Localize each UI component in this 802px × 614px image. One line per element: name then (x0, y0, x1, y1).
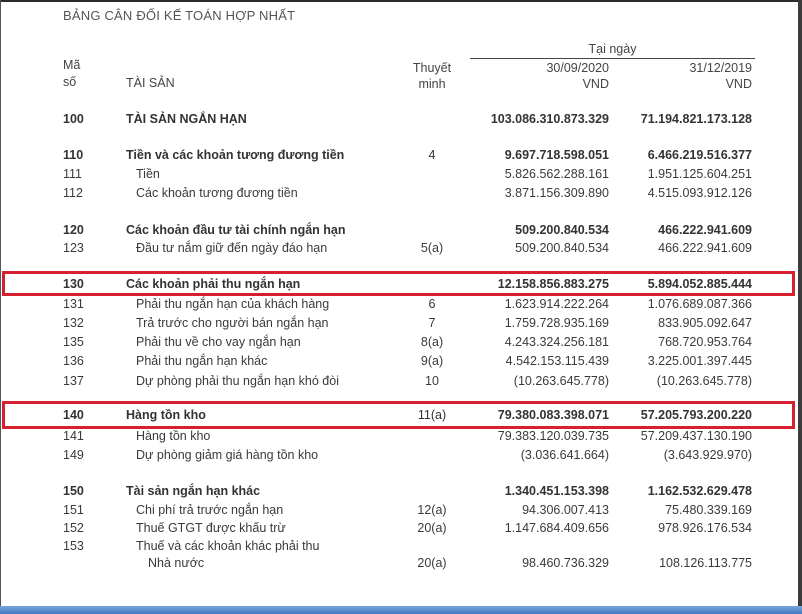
row-value-2019: 1.076.689.087.366 (647, 297, 752, 311)
row-value-2019: 3.225.001.397.445 (647, 354, 752, 368)
table-row (0, 165, 802, 184)
header-thuyet-minh-line2: minh (418, 77, 446, 91)
row-note: 6 (428, 297, 436, 311)
row-name: Các khoản tương đương tiền (136, 186, 298, 200)
row-code: 123 (63, 241, 84, 255)
table-row (0, 295, 802, 314)
row-value-2020: 94.306.007.413 (522, 503, 609, 517)
row-code: 130 (63, 277, 84, 291)
row-name: Tiền và các khoản tương đương tiền (126, 148, 345, 162)
row-note: 9(a) (420, 354, 444, 368)
row-value-2019: (10.263.645.778) (656, 374, 752, 388)
row-value-2020: 12.158.856.883.275 (497, 277, 609, 291)
row-value-2020: 1.340.451.153.398 (504, 484, 609, 498)
document-title: BẢNG CÂN ĐỐI KẾ TOÁN HỢP NHẤT (63, 8, 296, 23)
table-row (0, 184, 802, 203)
row-value-2020: 509.200.840.534 (515, 223, 609, 237)
table-row (0, 427, 802, 446)
row-name: Hàng tồn kho (136, 429, 211, 443)
row-value-2020: 3.871.156.309.890 (504, 186, 609, 200)
row-code: 149 (63, 448, 84, 462)
window-top-border (0, 0, 802, 2)
row-value-2019: 6.466.219.516.377 (647, 148, 752, 162)
table-row (0, 519, 802, 538)
header-tai-ngay: Tại ngày (588, 42, 637, 56)
row-code: 132 (63, 316, 84, 330)
row-value-2019: 768.720.953.764 (658, 335, 752, 349)
row-note: 10 (425, 374, 439, 388)
row-code: 111 (63, 167, 83, 181)
header-date-2: 31/12/2019 (689, 61, 752, 75)
row-note: 20(a) (417, 521, 447, 535)
row-name: Các khoản phải thu ngắn hạn (126, 277, 301, 291)
row-name: Phải thu về cho vay ngắn hạn (136, 335, 301, 349)
row-code: 141 (63, 429, 84, 443)
row-note: 20(a) (417, 556, 447, 570)
highlight-box-receivables (2, 271, 795, 296)
row-value-2020: (3.036.641.664) (520, 448, 609, 462)
row-name: Phải thu ngắn hạn của khách hàng (136, 297, 330, 311)
row-name: TÀI SẢN NGẮN HẠN (126, 112, 247, 126)
row-note: 8(a) (420, 335, 444, 349)
row-value-2020: 79.383.120.039.735 (497, 429, 609, 443)
row-note: 11(a) (417, 408, 447, 422)
table-row (0, 221, 802, 240)
row-note: 12(a) (417, 503, 447, 517)
row-value-2019: 1.162.532.629.478 (647, 484, 752, 498)
row-code: 151 (63, 503, 84, 517)
row-name: Thuế và các khoản khác phải thu (136, 539, 320, 553)
row-code: 153 (63, 539, 84, 553)
row-value-2020: 1.147.684.409.656 (504, 521, 609, 535)
row-value-2020: 4.243.324.256.181 (504, 335, 609, 349)
table-row (0, 333, 802, 352)
row-value-2020: 1.623.914.222.264 (504, 297, 609, 311)
header-thuyet-minh-line1: Thuyết (412, 61, 452, 75)
row-value-2019: 57.209.437.130.190 (640, 429, 752, 443)
row-code: 152 (63, 521, 84, 535)
row-value-2020: 103.086.310.873.329 (490, 112, 609, 126)
highlight-box-inventory (2, 401, 795, 429)
row-value-2020: 509.200.840.534 (515, 241, 609, 255)
row-code: 136 (63, 354, 84, 368)
table-row (0, 554, 802, 573)
row-code: 100 (63, 112, 84, 126)
row-value-2020: 98.460.736.329 (522, 556, 609, 570)
row-value-2019: 466.222.941.609 (658, 223, 752, 237)
row-note: 7 (428, 316, 436, 330)
row-code: 150 (63, 484, 84, 498)
row-value-2019: 57.205.793.200.220 (640, 408, 752, 422)
header-ma-so-line1: Mã (63, 58, 81, 72)
row-name: Phải thu ngắn hạn khác (136, 354, 268, 368)
table-row (0, 446, 802, 465)
row-name: Chi phí trả trước ngắn hạn (136, 503, 284, 517)
row-name: Hàng tồn kho (126, 408, 206, 422)
row-code: 140 (63, 408, 84, 422)
taskbar (0, 606, 802, 614)
row-value-2020: 9.697.718.598.051 (504, 148, 609, 162)
row-value-2019: 71.194.821.173.128 (640, 112, 752, 126)
row-name: Tiền (136, 167, 160, 181)
row-value-2020: 79.380.083.398.071 (497, 408, 609, 422)
header-date-1: 30/09/2020 (546, 61, 609, 75)
row-name: Thuế GTGT được khấu trừ (136, 521, 286, 535)
header-ma-so-line2: số (63, 75, 77, 89)
row-value-2019: 978.926.176.534 (658, 521, 752, 535)
table-row (0, 146, 802, 165)
row-note: 4 (428, 148, 436, 162)
row-code: 137 (63, 374, 84, 388)
row-code: 120 (63, 223, 84, 237)
row-value-2020: 1.759.728.935.169 (504, 316, 609, 330)
row-value-2019: 1.951.125.604.251 (647, 167, 752, 181)
row-value-2019: (3.643.929.970) (663, 448, 752, 462)
table-row (0, 501, 802, 520)
table-row (0, 314, 802, 333)
row-value-2020: 4.542.153.115.439 (505, 354, 609, 368)
row-name: Dự phòng phải thu ngắn hạn khó đòi (136, 374, 339, 388)
row-value-2019: 466.222.941.609 (658, 241, 752, 255)
row-value-2020: 5.826.562.288.161 (504, 167, 609, 181)
row-name: Đầu tư nắm giữ đến ngày đáo hạn (136, 241, 328, 255)
row-note: 5(a) (420, 241, 444, 255)
row-value-2019: 75.480.339.169 (665, 503, 752, 517)
row-value-2019: 108.126.113.775 (659, 556, 752, 570)
row-value-2020: (10.263.645.778) (513, 374, 609, 388)
header-underline (470, 58, 755, 59)
row-value-2019: 4.515.093.912.126 (647, 186, 752, 200)
table-row (0, 352, 802, 371)
row-name: Tài sản ngắn hạn khác (126, 484, 261, 498)
row-name: Trả trước cho người bán ngắn hạn (136, 316, 329, 330)
row-name: Nhà nước (148, 556, 205, 570)
row-code: 131 (63, 297, 84, 311)
row-value-2019: 833.905.092.647 (658, 316, 752, 330)
header-unit-2: VND (725, 77, 752, 91)
row-name: Dự phòng giảm giá hàng tồn kho (136, 448, 319, 462)
row-name: Các khoản đầu tư tài chính ngắn hạn (126, 223, 346, 237)
row-code: 135 (63, 335, 84, 349)
row-value-2019: 5.894.052.885.444 (647, 277, 752, 291)
header-tai-san: TÀI SẢN (126, 76, 175, 90)
row-code: 110 (63, 148, 84, 162)
table-row (0, 482, 802, 501)
table-row (0, 110, 802, 129)
table-row (0, 372, 802, 391)
row-code: 112 (63, 186, 83, 200)
table-row (0, 239, 802, 258)
header-unit-1: VND (582, 77, 609, 91)
